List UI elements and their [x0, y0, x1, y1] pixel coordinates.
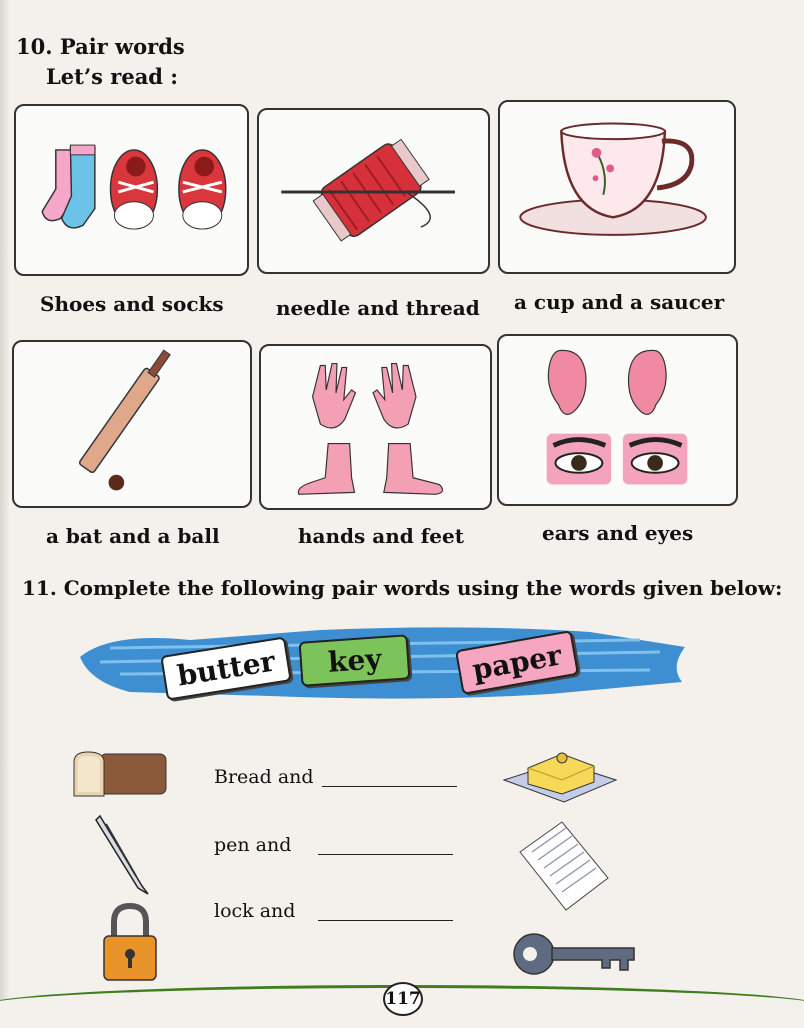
pen-icon: [92, 810, 154, 896]
key-icon: [510, 926, 640, 982]
section-title: Pair words: [59, 34, 185, 59]
hands-and-feet-icon: [261, 346, 490, 508]
row-label-pen: pen and: [214, 834, 292, 856]
row-label-bread: Bread and: [214, 766, 314, 788]
word-chip-key: key: [299, 634, 411, 687]
section-11-instruction: 11. Complete the following pair words using the words given below:: [22, 576, 783, 600]
row-label-lock: lock and: [214, 900, 296, 922]
section-10-heading: [16, 34, 185, 59]
picture-box-hands-feet: [259, 344, 492, 510]
section-10-subtitle: Let’s read :: [46, 64, 179, 89]
section-number: 10.: [16, 34, 53, 59]
caption-hands-feet: hands and feet: [298, 524, 464, 548]
caption-cup-saucer: a cup and a saucer: [514, 290, 725, 314]
needle-and-thread-icon: [259, 110, 488, 272]
word-chip-butter: butter: [160, 636, 292, 700]
bread-icon: [70, 748, 170, 800]
picture-box-cup-saucer: [498, 100, 736, 274]
cup-and-saucer-icon: [500, 102, 734, 272]
ears-and-eyes-icon: [499, 336, 736, 504]
lock-icon: [100, 902, 160, 984]
paper-icon: [516, 818, 612, 914]
caption-shoes-socks: Shoes and socks: [40, 292, 224, 316]
picture-box-bat-ball: [12, 340, 252, 508]
picture-box-ears-eyes: [497, 334, 738, 506]
answer-blank-pen[interactable]: [318, 854, 453, 855]
picture-box-needle-thread: [257, 108, 490, 274]
caption-needle-thread: needle and thread: [276, 296, 480, 320]
caption-ears-eyes: ears and eyes: [542, 521, 694, 545]
page-number: 117: [383, 982, 423, 1016]
butter-icon: [500, 740, 620, 808]
bat-and-ball-icon: [14, 342, 250, 506]
picture-box-socks-shoes: [14, 104, 249, 276]
page-edge: [0, 0, 10, 1024]
socks-and-shoes-icon: [16, 106, 247, 274]
word-chip-paper: paper: [455, 630, 579, 695]
caption-bat-ball: a bat and a ball: [46, 524, 220, 548]
answer-blank-lock[interactable]: [318, 920, 453, 921]
answer-blank-bread[interactable]: [322, 786, 457, 787]
